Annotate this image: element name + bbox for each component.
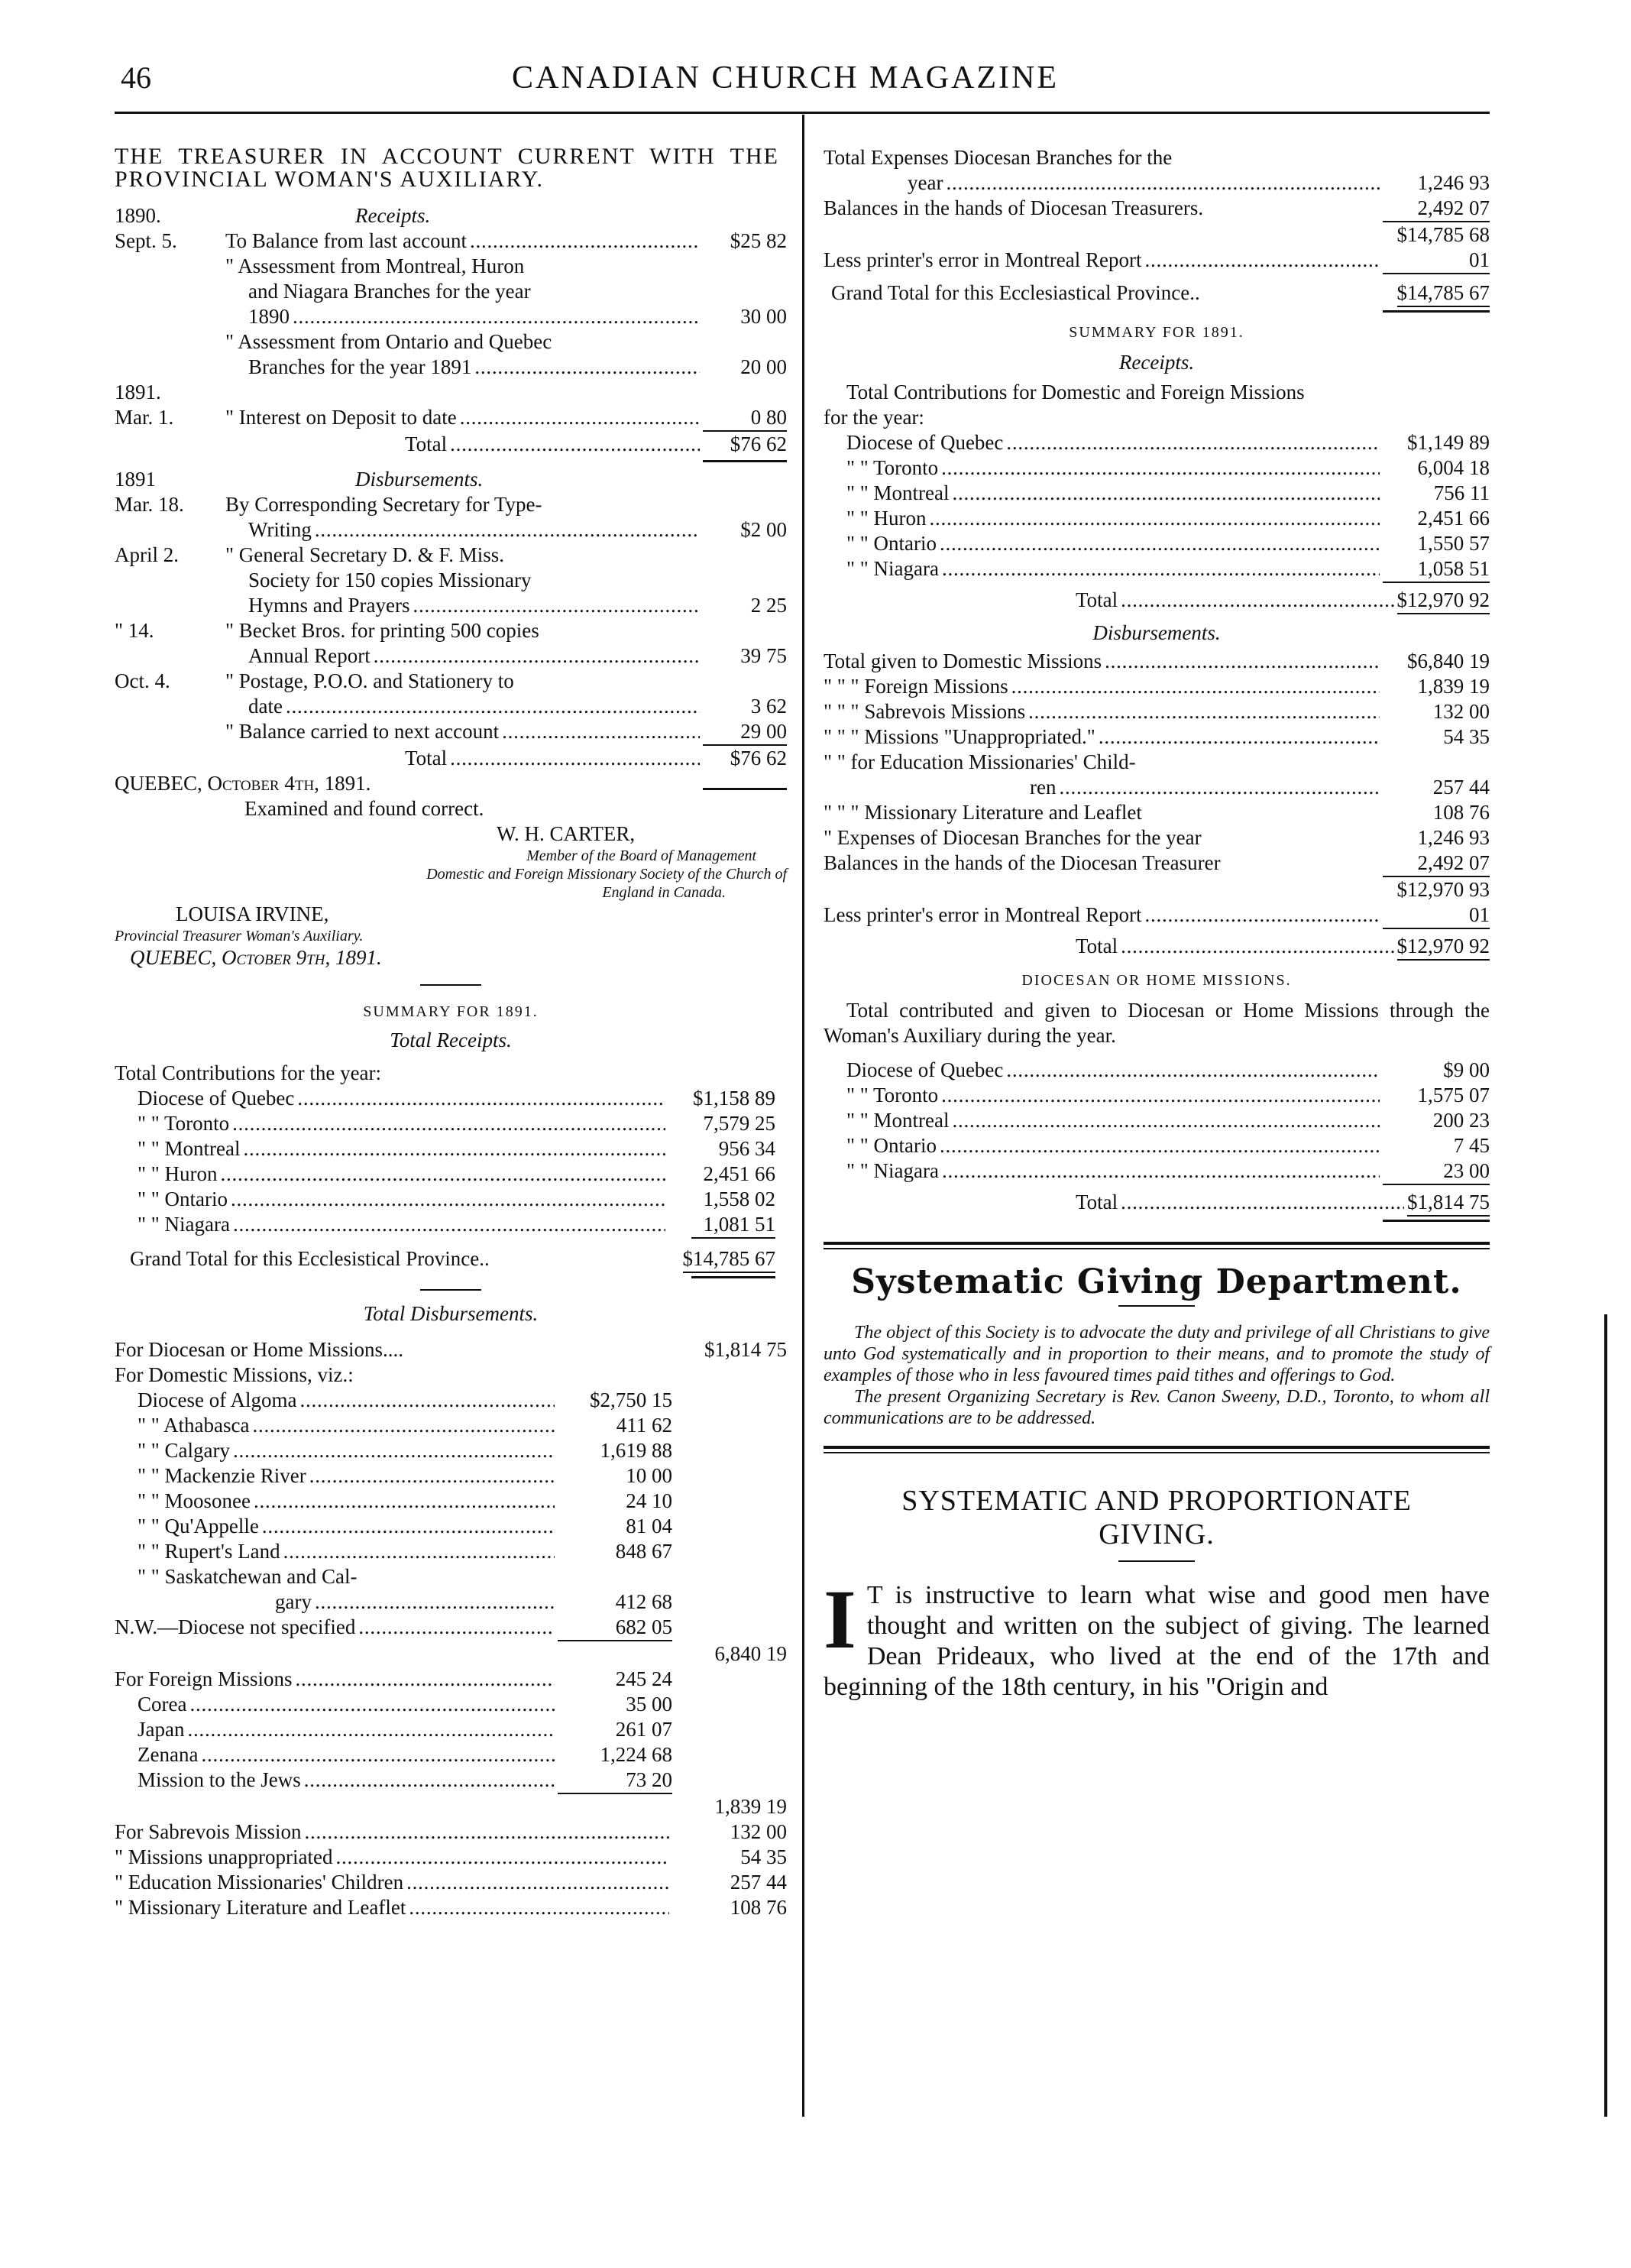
domestic-row — [115, 1388, 787, 1413]
department-notice: The object of this Society is to advocate the duty and privilege of all Christians to give unto God systematically and in proportion to their means, and to promote the study of examples of those who in less favoured times paid tithes and offerings to God. — [824, 1323, 1490, 1385]
grand-total-amount: $14,785 67 — [683, 1246, 776, 1273]
other-row — [115, 1870, 787, 1895]
diocese-row-amount: 756 11 — [1433, 481, 1490, 504]
given-row-label: Total given to Domestic Missions — [824, 650, 1102, 672]
receipt-amount: $25 82 — [730, 229, 787, 252]
total-label: Total — [1076, 588, 1118, 611]
disb-date: Mar. 18. — [115, 493, 184, 516]
foreign-row-label: Japan — [138, 1718, 185, 1741]
other-row-amount: 257 44 — [730, 1871, 787, 1894]
given-label: Balances in the hands of the Diocesan Treasurer — [824, 851, 1221, 874]
diocese-row-label: Diocese of Quebec — [846, 431, 1004, 454]
total-amount: $12,970 92 — [1397, 588, 1490, 614]
home-row-amount: 1,575 07 — [1417, 1084, 1490, 1106]
given-label: ren — [1030, 776, 1057, 799]
foreign-row-amount: 1,224 68 — [600, 1743, 672, 1766]
diocese-row-label: " " Niagara — [846, 557, 939, 580]
diocese-row — [115, 1162, 787, 1187]
grand-total-label: Grand Total for this Ecclesiastical Province.. — [831, 281, 1200, 304]
diocese-row — [824, 556, 1490, 582]
year-label: 1891. — [115, 381, 161, 403]
signature-place: QUEBEC, October 4th, 1891. — [115, 772, 371, 795]
grand-total-label: Grand Total for this Ecclesistical Province.. — [130, 1247, 490, 1270]
header-rule — [115, 112, 1490, 114]
disb-text: " General Secretary D. & F. Miss. — [225, 543, 505, 566]
given-label: " " for Education Missionaries' Child- — [824, 750, 1136, 773]
given-row-amount: 54 35 — [1443, 725, 1490, 748]
diocese-row-amount: 2,451 66 — [1417, 507, 1490, 530]
given-row-amount: 1,839 19 — [1417, 675, 1490, 698]
department-notice: The present Organizing Secretary is Rev. Canon Sweeny, D.D., Toronto, to whom all communications are to be addressed. — [824, 1387, 1490, 1428]
diocese-row-label: " " Huron — [138, 1162, 218, 1185]
domestic-row-label: " " Mackenzie River — [138, 1464, 306, 1487]
diocese-row-amount: 1,081 51 — [703, 1213, 775, 1236]
given-row-label: " " " Foreign Missions — [824, 675, 1008, 698]
diocese-row — [115, 1136, 787, 1162]
drop-cap: I — [824, 1573, 856, 1666]
receipt-text: 1890 — [248, 305, 290, 328]
signature-name: LOUISA IRVINE, — [176, 902, 329, 925]
given-row — [824, 724, 1490, 750]
grand-total-amount: $14,785 67 — [1397, 280, 1490, 307]
disb-amount: 3 62 — [750, 695, 787, 718]
diocese-row-amount: $1,158 89 — [693, 1087, 775, 1110]
disb-date: Oct. 4. — [115, 669, 170, 692]
domestic-row-amount: 1,619 88 — [600, 1439, 672, 1462]
disb-amount: 2 25 — [750, 594, 787, 617]
diocese-row — [115, 1111, 787, 1136]
account-title: THE TREASURER IN ACCOUNT CURRENT WITH THE PROVINCIAL WOMAN'S AUXILIARY. — [115, 144, 779, 192]
summary-heading: SUMMARY FOR 1891. — [363, 1003, 539, 1020]
article-title: SYSTEMATIC AND PROPORTIONATE GIVING. — [901, 1485, 1412, 1550]
dom-label: " " Saskatchewan and Cal- — [138, 1565, 358, 1588]
article-body: T is instructive to learn what wise and good men have thought and written on the subject of giving. The learned Dean Prideaux, who lived at the end of the 17th and beginning of the 18th century, in his "Origin and — [824, 1581, 1490, 1701]
home-missions-label: For Diocesan or Home Missions.... — [115, 1338, 403, 1361]
given-amount: 1,246 93 — [1417, 826, 1490, 849]
diocese-row — [115, 1187, 787, 1212]
signature-name: W. H. CARTER, — [497, 822, 636, 845]
other-row-label: " Missionary Literature and Leaflet — [115, 1896, 406, 1919]
diocese-row — [824, 430, 1490, 455]
diocese-row-label: " " Toronto — [846, 456, 939, 479]
home-row — [824, 1133, 1490, 1158]
disb-amount: 39 75 — [740, 644, 787, 667]
domestic-total: 6,840 19 — [714, 1642, 787, 1665]
right-column — [824, 145, 1490, 1703]
diocese-row-amount: 956 34 — [718, 1137, 775, 1160]
domestic-row-label: " " Moosonee — [138, 1489, 251, 1512]
printer-error-amount: 01 — [1469, 248, 1490, 271]
diocese-row-amount: 1,558 02 — [703, 1187, 775, 1210]
nw-amount: 682 05 — [615, 1615, 672, 1638]
diocese-row — [824, 531, 1490, 556]
domestic-row-label: " " Qu'Appelle — [138, 1515, 259, 1537]
domestic-row — [115, 1489, 787, 1514]
home-row-amount: 23 00 — [1443, 1159, 1490, 1182]
disbursements-heading: Disbursements. — [1092, 621, 1221, 644]
total-label: Total — [405, 433, 448, 455]
left-column — [115, 145, 787, 1920]
domestic-row — [115, 1514, 787, 1539]
contributions-label: for the year: — [824, 406, 924, 429]
foreign-row-label: Zenana — [138, 1743, 199, 1766]
contributions-label: Total Contributions for Domestic and Foreign Missions — [846, 381, 1305, 403]
foreign-total: 1,839 19 — [714, 1795, 787, 1818]
domestic-row — [115, 1413, 787, 1438]
receipt-text: " Assessment from Ontario and Quebec — [225, 330, 552, 353]
domestic-row-label: " " Calgary — [138, 1439, 231, 1462]
dom-label: gary — [275, 1590, 312, 1613]
foreign-row — [115, 1767, 787, 1793]
domestic-row-label: " " Athabasca — [138, 1414, 250, 1437]
magazine-title: CANADIAN CHURCH MAGAZINE — [512, 60, 1059, 96]
signature-title: Member of the Board of Management — [526, 847, 756, 864]
disb-text: Hymns and Prayers — [248, 594, 410, 617]
foreign-label: For Foreign Missions — [115, 1667, 293, 1690]
year-label: 1890. — [115, 204, 161, 227]
given-row — [824, 649, 1490, 674]
signature-title: Provincial Treasurer Woman's Auxiliary. — [115, 928, 364, 944]
year-label: 1891 — [115, 468, 156, 491]
total-amount: $76 62 — [730, 433, 787, 455]
given-row — [824, 699, 1490, 724]
domestic-row — [115, 1463, 787, 1489]
diocese-row — [115, 1212, 787, 1237]
home-missions-amount: $1,814 75 — [704, 1338, 787, 1361]
foreign-row-amount: 35 00 — [626, 1693, 672, 1716]
diocese-row — [824, 506, 1490, 531]
printer-error-label: Less printer's error in Montreal Report — [824, 248, 1142, 271]
printer-error-amount: 01 — [1469, 903, 1490, 926]
other-row-label: " Missions unappropriated — [115, 1845, 333, 1868]
receipt-amount: 20 00 — [740, 355, 787, 378]
other-row — [115, 1895, 787, 1920]
disbursements-label: Disbursements. — [355, 468, 484, 491]
home-row-amount: 200 23 — [1432, 1109, 1490, 1132]
foreign-amount: 245 24 — [615, 1667, 672, 1690]
total-disbursements-heading: Total Disbursements. — [363, 1302, 539, 1325]
home-row — [824, 1083, 1490, 1108]
foreign-row-amount: 73 20 — [626, 1768, 672, 1791]
domestic-row-amount: $2,750 15 — [590, 1388, 672, 1411]
domestic-row-amount: 24 10 — [626, 1489, 672, 1512]
domestic-row-label: Diocese of Algoma — [138, 1388, 297, 1411]
diocese-row-amount: 2,451 66 — [703, 1162, 775, 1185]
diocese-row-label: " " Montreal — [138, 1137, 241, 1160]
diocese-row-label: " " Ontario — [846, 532, 937, 555]
home-row — [824, 1058, 1490, 1083]
disb-text: " Postage, P.O.O. and Stationery to — [225, 669, 514, 692]
disb-date: " 14. — [115, 619, 154, 642]
domestic-label: For Domestic Missions, viz.: — [115, 1363, 354, 1386]
diocese-row-amount: 1,550 57 — [1417, 532, 1490, 555]
foreign-row — [115, 1717, 787, 1742]
receipt-amount: 0 80 — [750, 406, 787, 429]
page-header — [115, 60, 1490, 105]
dom-amount: 412 68 — [615, 1590, 672, 1613]
balances-label: Balances in the hands of Diocesan Treasurers. — [824, 196, 1204, 219]
receipt-text: and Niagara Branches for the year — [248, 280, 531, 303]
diocese-row-label: " " Montreal — [846, 481, 950, 504]
given-row — [824, 674, 1490, 699]
printer-error-label: Less printer's error in Montreal Report — [824, 903, 1142, 926]
diocese-row-label: Diocese of Quebec — [138, 1087, 295, 1110]
given-row-amount: 132 00 — [1432, 700, 1490, 723]
summary-heading: SUMMARY FOR 1891. — [1069, 324, 1244, 341]
subtotal-amount: $14,785 68 — [1396, 223, 1490, 246]
disb-text: Society for 150 copies Missionary — [248, 569, 532, 591]
home-row-label: " " Montreal — [846, 1109, 950, 1132]
domestic-row-amount: 10 00 — [626, 1464, 672, 1487]
foreign-row-label: Mission to the Jews — [138, 1768, 301, 1791]
receipt-text: Branches for the year 1891 — [248, 355, 472, 378]
home-row-label: " " Niagara — [846, 1159, 939, 1182]
total-label: Total — [1076, 1191, 1118, 1213]
disb-text: " Becket Bros. for printing 500 copies — [225, 619, 539, 642]
disb-text: " Balance carried to next account — [225, 720, 500, 743]
receipts-heading: Receipts. — [1118, 351, 1195, 374]
page-number: 46 — [121, 60, 151, 95]
receipt-date: Mar. 1. — [115, 406, 174, 429]
diocese-row-amount: $1,149 89 — [1407, 431, 1490, 454]
other-row-amount: 54 35 — [740, 1845, 787, 1868]
domestic-row — [115, 1539, 787, 1564]
domestic-row-amount: 848 67 — [615, 1540, 672, 1563]
diocese-row — [824, 481, 1490, 506]
home-row-label: " " Ontario — [846, 1134, 937, 1157]
given-row-label: " " " Sabrevois Missions — [824, 700, 1026, 723]
signature-place: QUEBEC, October 9th, 1891. — [130, 946, 382, 969]
home-row-amount: 7 45 — [1453, 1134, 1490, 1157]
diocese-row-label: " " Toronto — [138, 1112, 230, 1135]
other-row-amount: 132 00 — [730, 1820, 787, 1843]
domestic-row-amount: 81 04 — [626, 1515, 672, 1537]
other-row-label: " Education Missionaries' Children — [115, 1871, 404, 1894]
home-row-amount: $9 00 — [1443, 1058, 1490, 1081]
other-row-label: For Sabrevois Mission — [115, 1820, 302, 1843]
given-amount: 257 44 — [1432, 776, 1490, 799]
receipt-amount: 30 00 — [740, 305, 787, 328]
disb-text: Writing — [248, 518, 312, 541]
receipt-text: To Balance from last account — [225, 229, 467, 252]
diocese-row-label: " " Niagara — [138, 1213, 230, 1236]
home-missions-text: Total contributed and given to Diocesan or Home Missions through the Woman's Auxiliary during the year. — [824, 999, 1490, 1047]
signature-title: Domestic and Foreign Missionary Society of the Church of — [426, 866, 787, 883]
diocese-row — [115, 1086, 787, 1111]
home-row-label: Diocese of Quebec — [846, 1058, 1004, 1081]
examined-text: Examined and found correct. — [244, 797, 484, 820]
other-row — [115, 1819, 787, 1845]
foreign-row-amount: 261 07 — [615, 1718, 672, 1741]
home-row — [824, 1158, 1490, 1184]
receipt-date: Sept. 5. — [115, 229, 177, 252]
disb-text: By Corresponding Secretary for Type- — [225, 493, 542, 516]
contributions-label: Total Contributions for the year: — [115, 1061, 382, 1084]
page-edge-rule — [1604, 1314, 1607, 2117]
given-label: " " " Missionary Literature and Leaflet — [824, 801, 1142, 824]
disb-amount: 29 00 — [740, 720, 787, 743]
expenses-label: Total Expenses Diocesan Branches for the — [824, 146, 1173, 169]
nw-label: N.W.—Diocese not specified — [115, 1615, 356, 1638]
diocese-row — [824, 455, 1490, 481]
foreign-row — [115, 1742, 787, 1767]
subtotal-amount: $12,970 93 — [1396, 878, 1490, 901]
domestic-row-amount: 411 62 — [616, 1414, 672, 1437]
given-row-label: " " " Missions "Unappropriated." — [824, 725, 1095, 748]
total-amount: $76 62 — [730, 747, 787, 770]
diocese-row-amount: 7,579 25 — [703, 1112, 775, 1135]
signature-title: England in Canada. — [602, 884, 726, 901]
home-row — [824, 1108, 1490, 1133]
disb-amount: $2 00 — [740, 518, 787, 541]
foreign-row-label: Corea — [138, 1693, 187, 1716]
expenses-label: year — [908, 171, 943, 194]
diocese-row-amount: 6,004 18 — [1417, 456, 1490, 479]
given-amount: 2,492 07 — [1417, 851, 1490, 874]
total-label: Total — [1076, 935, 1118, 957]
total-receipts-heading: Total Receipts. — [390, 1029, 512, 1051]
department-title: Systematic Giving Department. — [851, 1262, 1462, 1301]
other-row-amount: 108 76 — [730, 1896, 787, 1919]
disb-text: date — [248, 695, 283, 718]
diocese-row-label: " " Ontario — [138, 1187, 228, 1210]
total-amount: $12,970 92 — [1397, 934, 1490, 961]
other-row — [115, 1845, 787, 1870]
given-amount: 108 76 — [1432, 801, 1490, 824]
domestic-row-label: " " Rupert's Land — [138, 1540, 280, 1563]
balances-amount: 2,492 07 — [1417, 196, 1490, 219]
diocese-row-amount: 1,058 51 — [1417, 557, 1490, 580]
total-label: Total — [405, 747, 448, 770]
domestic-row — [115, 1438, 787, 1463]
receipt-text: " Interest on Deposit to date — [225, 406, 457, 429]
given-row-amount: $6,840 19 — [1407, 650, 1490, 672]
column-divider — [802, 115, 804, 2117]
diocese-row-label: " " Huron — [846, 507, 927, 530]
receipt-text: " Assessment from Montreal, Huron — [225, 254, 525, 277]
total-amount: $1,814 75 — [1407, 1190, 1490, 1217]
disb-date: April 2. — [115, 543, 179, 566]
expenses-amount: 1,246 93 — [1417, 171, 1490, 194]
receipts-label: Receipts. — [355, 204, 431, 227]
given-label: " Expenses of Diocesan Branches for the year — [824, 826, 1202, 849]
foreign-row — [115, 1692, 787, 1717]
home-missions-heading: DIOCESAN OR HOME MISSIONS. — [1021, 972, 1292, 989]
home-row-label: " " Toronto — [846, 1084, 939, 1106]
disb-text: Annual Report — [248, 644, 371, 667]
